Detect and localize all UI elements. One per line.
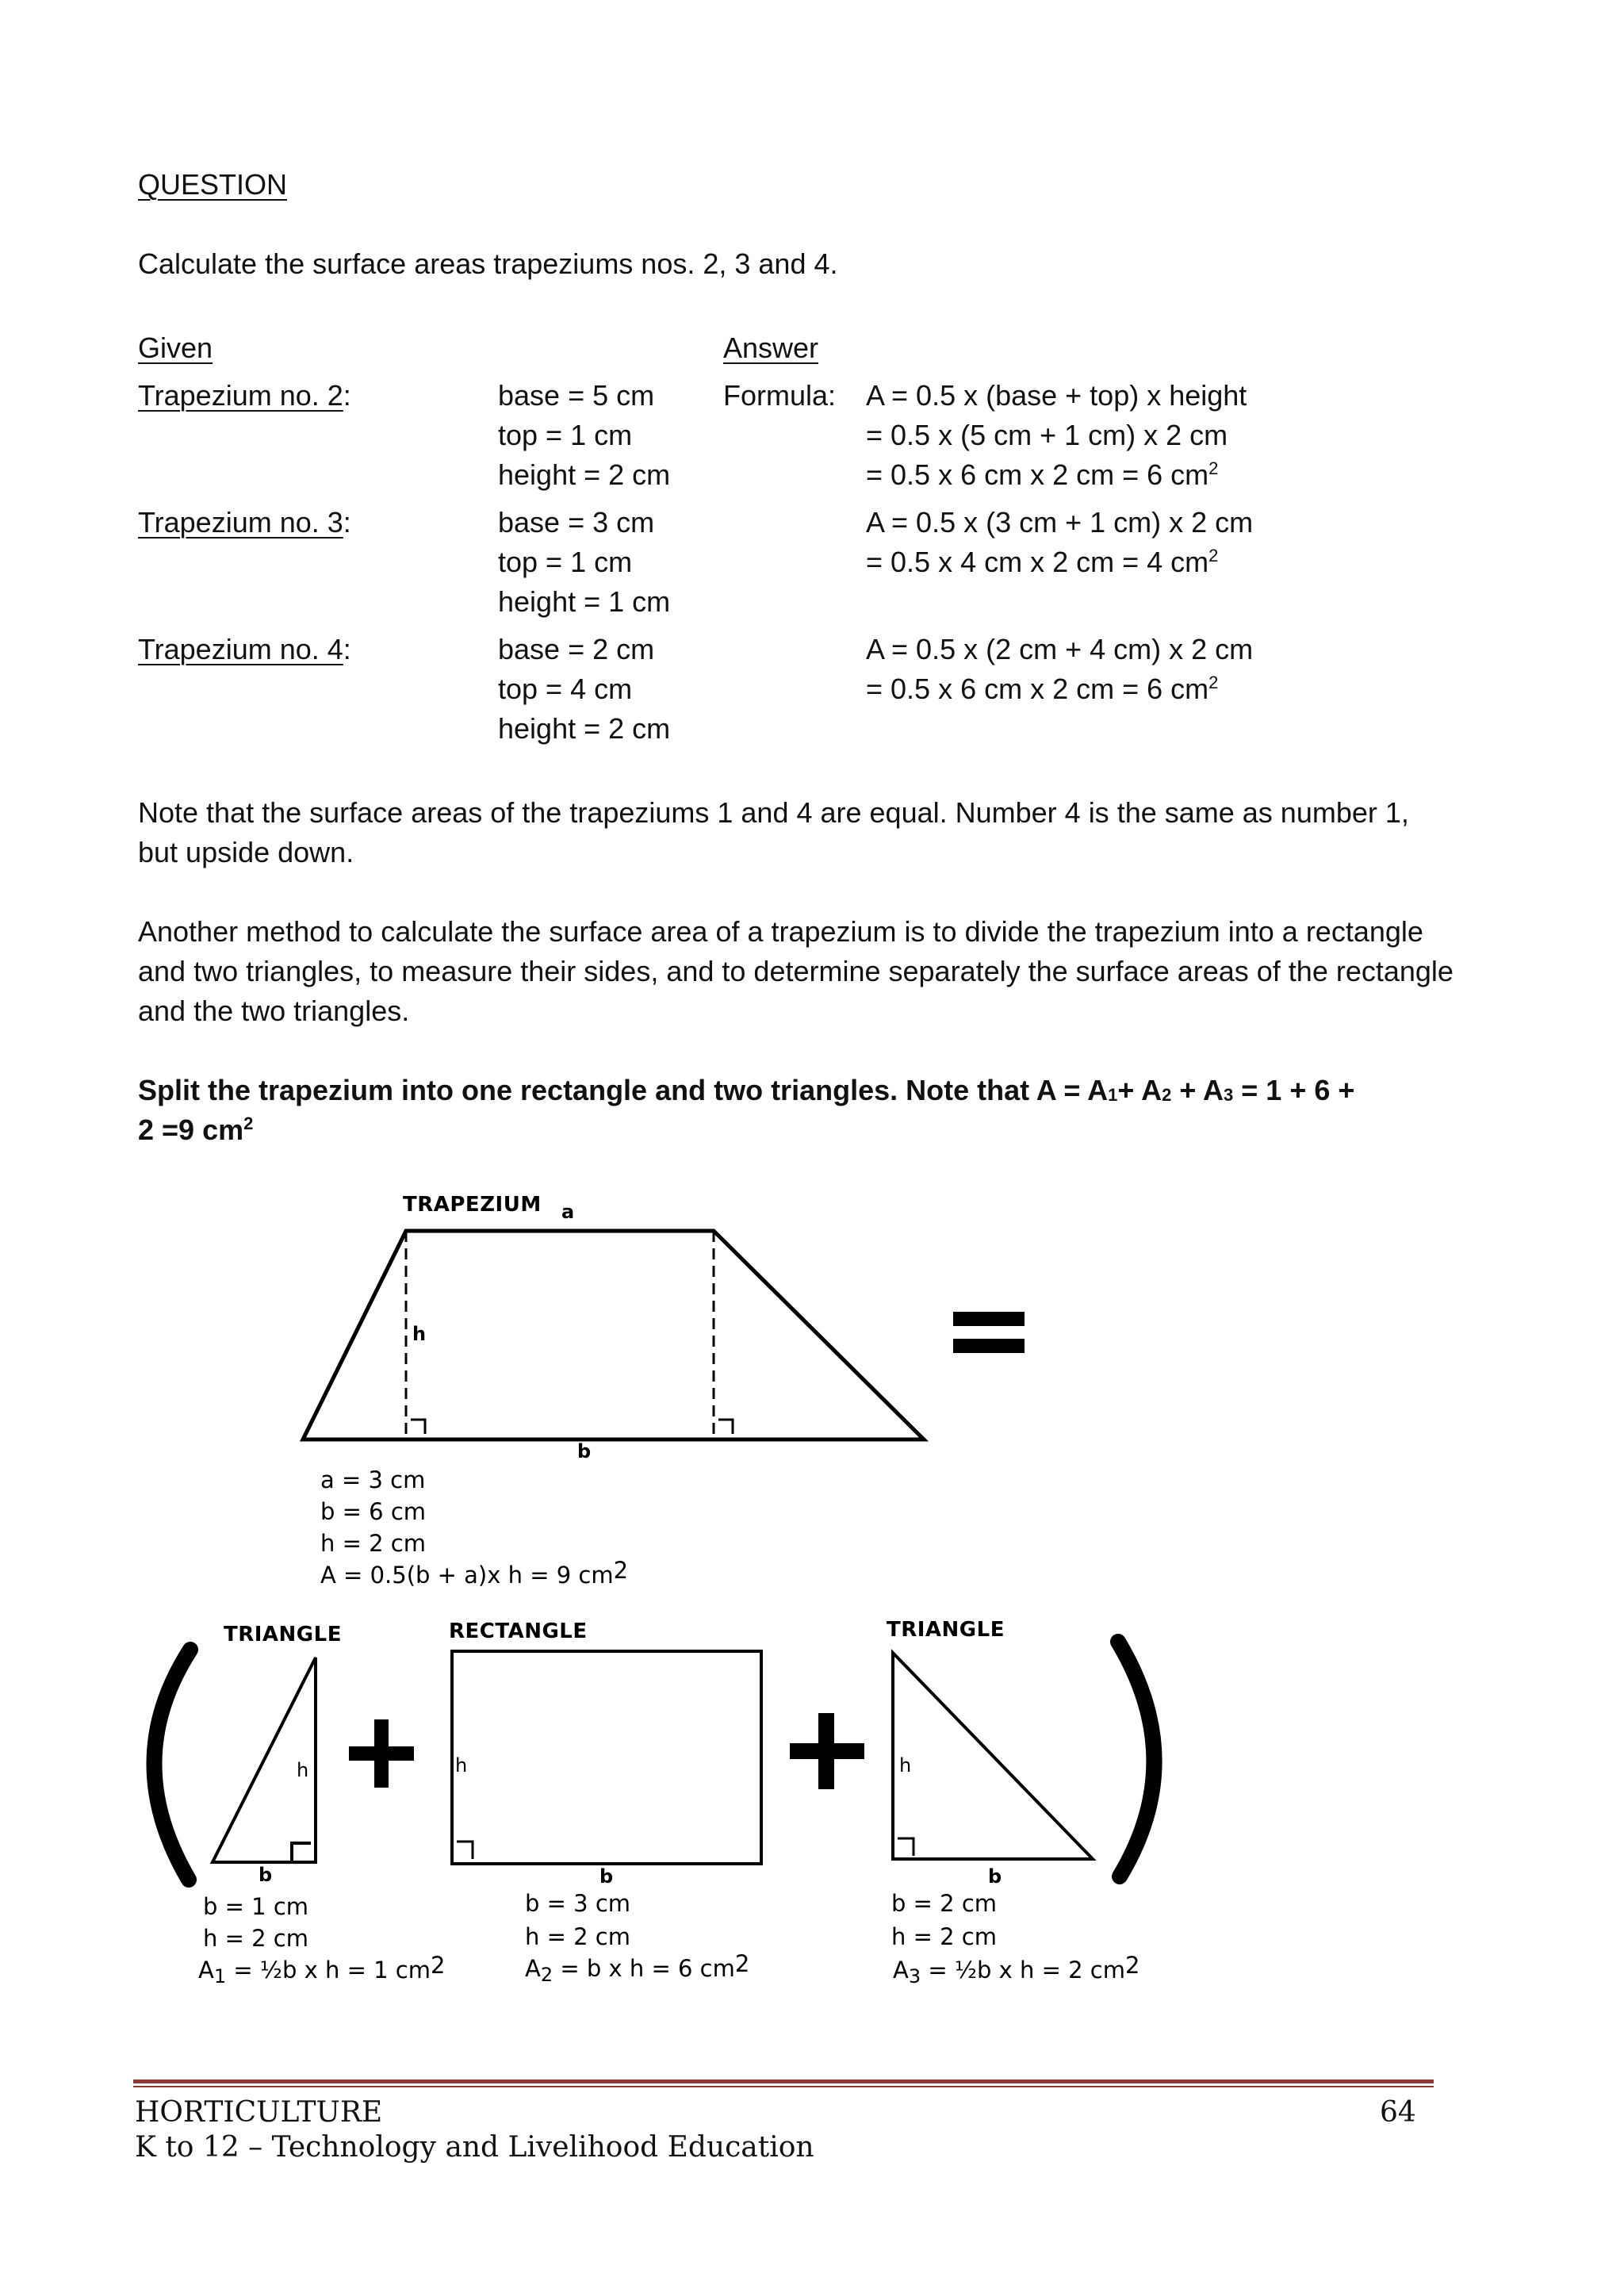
- footer-rule: [133, 2079, 1434, 2083]
- triangle-left-b-value: b = 1 cm: [203, 1893, 309, 1920]
- squared-exponent: 2: [1208, 458, 1219, 478]
- trapezium-2-answer-1: A = 0.5 x (base + top) x height: [866, 379, 1247, 412]
- rectangle-b-label: b: [599, 1865, 614, 1888]
- answer-heading: Answer: [723, 332, 819, 364]
- trapezium-2-name: Trapezium no. 2: [138, 379, 343, 412]
- footer-title: HORTICULTURE: [135, 2096, 383, 2129]
- trapezium-2-answer-2: = 0.5 x (5 cm + 1 cm) x 2 cm: [866, 419, 1228, 451]
- trapezium-h-label: h: [412, 1323, 427, 1345]
- footer-rule-thin: [133, 2086, 1434, 2087]
- trapezium-b-label: b: [577, 1440, 592, 1462]
- footer-subtitle: K to 12 – Technology and Livelihood Education: [135, 2131, 814, 2164]
- triangle-right-b-label: b: [988, 1865, 1002, 1888]
- trapezium-2-base: base = 5 cm: [498, 379, 655, 412]
- triangle-right-h-label: h: [899, 1754, 912, 1777]
- trapezium-3-top: top = 1 cm: [498, 546, 633, 578]
- formula-label: Formula:: [723, 379, 837, 412]
- trapezium-3-answer-1: A = 0.5 x (3 cm + 1 cm) x 2 cm: [866, 506, 1254, 539]
- trapezium-2-answer-3: = 0.5 x 6 cm x 2 cm = 6 $cm^2$: [866, 458, 1219, 491]
- method-paragraph: Another method to calculate the surface area of a trapezium is to divide the trapezium into a rectangle and two triangles, to measure their sides, and to determine separately the surface areas of the rectangle and the two triangles.: [138, 915, 1454, 1027]
- trapezium-4-top: top = 4 cm: [498, 673, 633, 705]
- rectangle-label: RECTANGLE: [449, 1619, 588, 1643]
- split-statement-line2: 2 =9 $cm^2$: [138, 1114, 254, 1146]
- trapezium-area-formula: A = 0.5(b + a)x h = 9 $cm^2$: [320, 1557, 629, 1589]
- trapezium-3-name: Trapezium no. 3: [138, 506, 343, 539]
- page-number: 64: [1380, 2096, 1416, 2129]
- trapezium-label: TRAPEZIUM: [403, 1193, 542, 1217]
- rectangle-b-value: b = 3 cm: [525, 1890, 631, 1917]
- trapezium-2-top: top = 1 cm: [498, 419, 633, 451]
- trapezium-b-value: b = 6 cm: [320, 1498, 427, 1525]
- triangle-right-b-value: b = 2 cm: [891, 1890, 998, 1917]
- squared-exponent: 2: [1208, 546, 1219, 565]
- triangle-left-b-label: b: [259, 1864, 273, 1886]
- split-statement-line1: Split the trapezium into one rectangle and two triangles. Note that $A = A_1+ A_2 + A_3 = 1 + 6$ +: [138, 1074, 1355, 1106]
- given-heading: Given: [138, 332, 213, 364]
- trapezium-3-base: base = 3 cm: [498, 506, 655, 539]
- triangle-left-label: TRIANGLE: [224, 1623, 342, 1646]
- triangle-left-area: $A_1$ = ½b x h = 1 $cm^2$: [198, 1952, 446, 1987]
- trapezium-a-value: a = 3 cm: [320, 1466, 426, 1493]
- trapezium-4-answer-1: A = 0.5 x (2 cm + 4 cm) x 2 cm: [866, 633, 1254, 665]
- triangle-left-h-value: h = 2 cm: [203, 1925, 308, 1952]
- row-name-trapezium-2: Trapezium no. 2:: [138, 379, 351, 412]
- trapezium-h-value: h = 2 cm: [320, 1530, 426, 1557]
- rectangle-area: $A_2 = b$ x h = 6 $cm^2$: [525, 1950, 750, 1986]
- trapezium-4-answer-2: = 0.5 x 6 cm x 2 cm = 6 $cm^2$: [866, 673, 1219, 705]
- triangle-right-h-value: h = 2 cm: [891, 1923, 997, 1950]
- trapezium-3-answer-2: = 0.5 x 4 cm x 2 cm = 4 $cm^2$: [866, 546, 1219, 578]
- trapezium-2-height: height = 2 cm: [498, 458, 671, 491]
- note-paragraph: Note that the surface areas of the trapeziums 1 and 4 are equal. Number 4 is the same as number 1, but upside down.: [138, 796, 1409, 868]
- trapezium-4-name: Trapezium no. 4: [138, 633, 343, 665]
- question-heading: QUESTION: [138, 168, 288, 201]
- rectangle-h-value: h = 2 cm: [525, 1923, 630, 1950]
- question-text: Calculate the surface areas trapeziums nos. 2, 3 and 4.: [138, 247, 838, 280]
- row-name-trapezium-3: Trapezium no. 3:: [138, 506, 351, 539]
- trapezium-a-label: a: [561, 1201, 575, 1223]
- triangle-right-label: TRIANGLE: [887, 1618, 1005, 1642]
- squared-exponent: 2: [1208, 673, 1219, 692]
- triangle-left-h-label: h: [297, 1759, 309, 1781]
- trapezium-4-base: base = 2 cm: [498, 633, 655, 665]
- row-name-trapezium-4: Trapezium no. 4:: [138, 633, 351, 665]
- trapezium-4-height: height = 2 cm: [498, 712, 671, 745]
- trapezium-3-height: height = 1 cm: [498, 585, 671, 618]
- triangle-right-area: $A_3$ = ½b x h = 2 $cm^2$: [893, 1952, 1140, 1987]
- rectangle-h-label: h: [455, 1754, 468, 1777]
